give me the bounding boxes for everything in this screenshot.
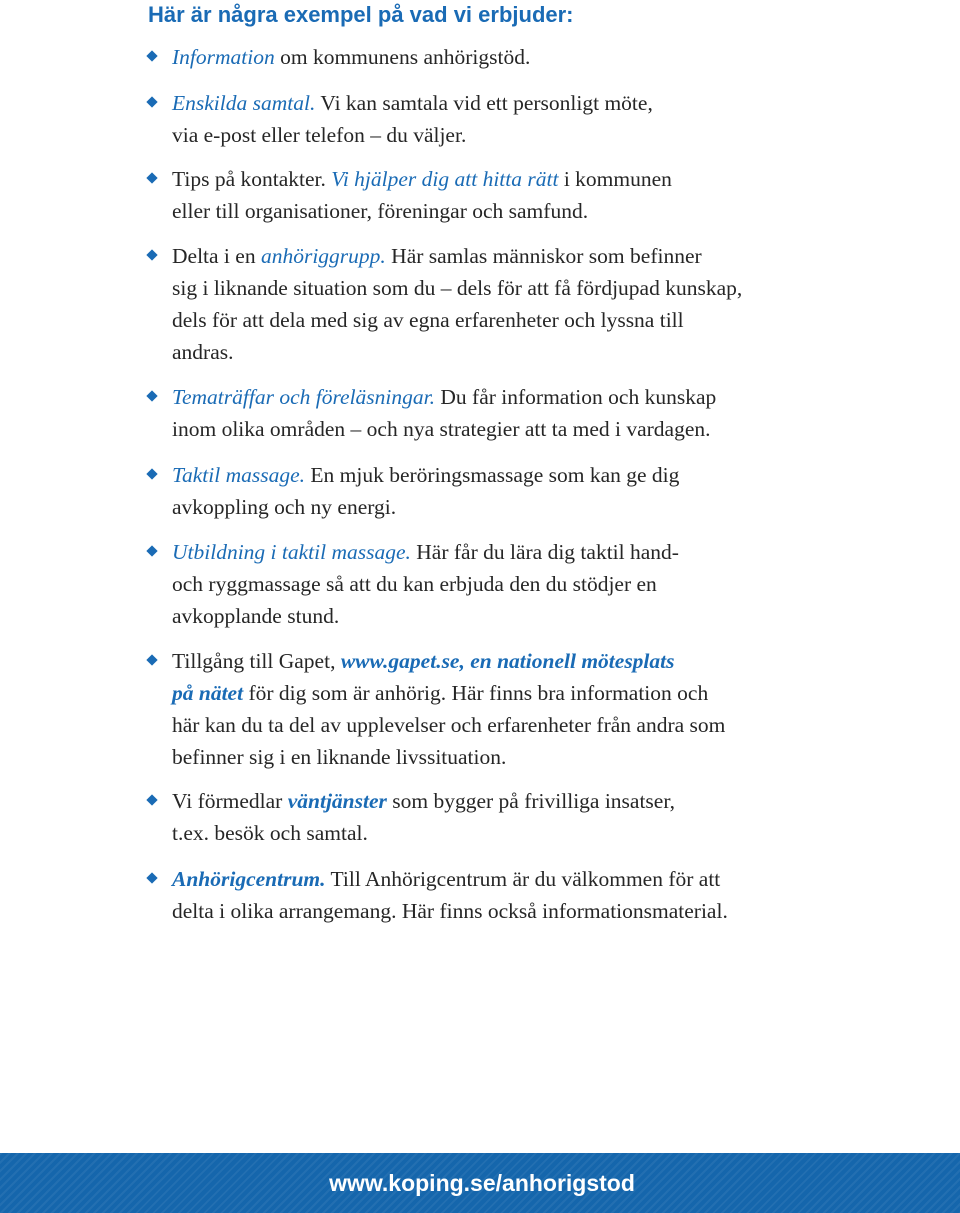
item-text: Vi kan samtala vid ett personligt möte,: [315, 91, 653, 115]
diamond-bullet-icon: [146, 50, 157, 61]
diamond-bullet-icon: [146, 390, 157, 401]
item-highlight: anhöriggrupp.: [260, 244, 386, 268]
item-text: inom olika områden – och nya strategier att ta med i vardagen.: [172, 417, 711, 441]
item-text: för dig som är anhörig. Här finns bra information och: [243, 681, 709, 705]
item-highlight: Information: [172, 45, 275, 69]
item-text: dels för att dela med sig av egna erfarenheter och lyssna till: [172, 308, 684, 332]
list-item: [172, 536, 852, 632]
item-text: t.ex. besök och samtal.: [172, 821, 368, 845]
page-heading: Här är några exempel på vad vi erbjuder:: [148, 2, 574, 27]
list-item: [172, 41, 852, 73]
item-highlight: Vi hjälper dig att hitta rätt: [331, 167, 559, 191]
diamond-bullet-icon: [146, 545, 157, 556]
footer-url-container: [0, 1166, 960, 1200]
list-item: [172, 163, 852, 227]
item-text: eller till organisationer, föreningar och samfund.: [172, 199, 589, 223]
item-highlight: Taktil massage.: [172, 463, 305, 487]
item-text: delta i olika arrangemang. Här finns också informationsmaterial.: [172, 899, 728, 923]
list-item: [172, 459, 852, 523]
item-text: via e-post eller telefon – du väljer.: [172, 123, 467, 147]
item-text: sig i liknande situation som du – dels för att få fördjupad kunskap,: [172, 276, 743, 300]
item-text: En mjuk beröringsmassage som kan ge dig: [305, 463, 680, 487]
item-highlight: Tematräffar och föreläsningar.: [172, 385, 436, 409]
list-item: [172, 645, 852, 773]
item-highlight: Anhörigcentrum.: [172, 867, 326, 891]
item-text: Vi förmedlar: [172, 789, 288, 813]
item-text: som bygger på frivilliga insatser,: [386, 789, 676, 813]
diamond-bullet-icon: [146, 654, 157, 665]
item-text: Till Anhörigcentrum är du välkommen för att: [325, 867, 721, 891]
item-text: Här får du lära dig taktil hand-: [410, 540, 679, 564]
diamond-bullet-icon: [146, 794, 157, 805]
item-text: och ryggmassage så att du kan erbjuda den du stödjer en: [172, 572, 657, 596]
item-text: Delta i en: [172, 244, 261, 268]
gapet-link-continued[interactable]: på nätet: [172, 681, 244, 705]
list-item: [172, 87, 852, 151]
diamond-bullet-icon: [146, 249, 157, 260]
item-text: i kommunen: [558, 167, 672, 191]
diamond-bullet-icon: [146, 96, 157, 107]
item-text: om kommunens anhörigstöd.: [274, 45, 531, 69]
item-text: andras.: [172, 340, 234, 364]
diamond-bullet-icon: [146, 872, 157, 883]
gapet-link[interactable]: www.gapet.se, en nationell mötesplats: [340, 649, 675, 673]
item-text: Tips på kontakter.: [172, 167, 332, 191]
item-text: Tillgång till Gapet,: [172, 649, 341, 673]
diamond-bullet-icon: [146, 172, 157, 183]
item-text: befinner sig i en liknande livssituation.: [172, 745, 507, 769]
item-text: Du får information och kunskap: [435, 385, 717, 409]
list-item: [172, 381, 852, 445]
item-highlight: väntjänster: [287, 789, 387, 813]
diamond-bullet-icon: [146, 468, 157, 479]
list-item: [172, 785, 852, 849]
item-text: här kan du ta del av upplevelser och erfarenheter från andra som: [172, 713, 726, 737]
item-text: avkoppling och ny energi.: [172, 495, 397, 519]
item-text: Här samlas människor som befinner: [385, 244, 702, 268]
list-item: [172, 240, 852, 368]
item-text: avkopplande stund.: [172, 604, 340, 628]
item-highlight: Enskilda samtal.: [172, 91, 316, 115]
footer-banner: [0, 1153, 960, 1213]
list-item: [172, 863, 852, 927]
footer-website-link[interactable]: www.koping.se/anhorigstod: [329, 1170, 635, 1196]
item-highlight: Utbildning i taktil massage.: [172, 540, 411, 564]
